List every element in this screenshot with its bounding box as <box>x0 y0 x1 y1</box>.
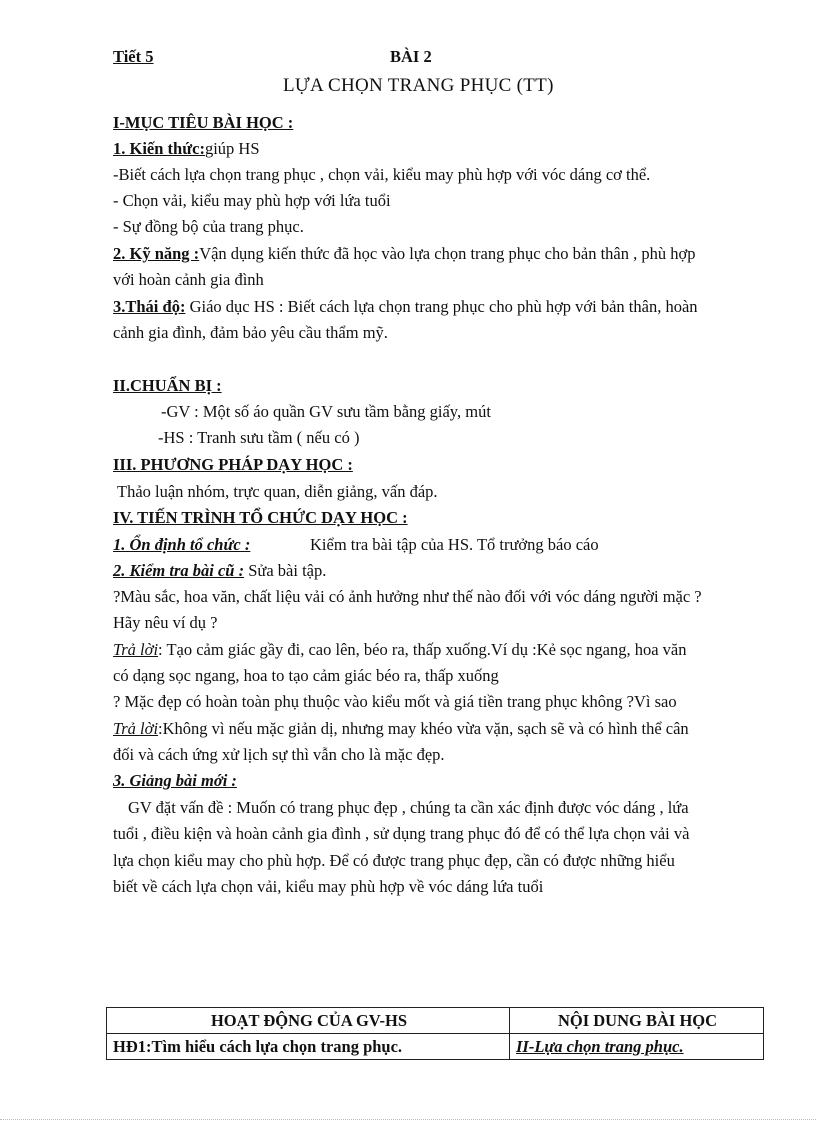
unit-label: BÀI 2 <box>390 47 432 66</box>
step3-line <box>113 771 237 791</box>
question1-cont: Hãy nêu ví dụ ? <box>113 613 218 632</box>
intro-line: GV đặt vấn đề : Muốn có trang phục đẹp , chúng ta cần xác định được vóc dáng , lứa <box>128 798 689 817</box>
knowledge-line <box>113 139 260 159</box>
activity-table <box>106 1007 764 1060</box>
section3-heading: III. PHƯƠNG PHÁP DẠY HỌC : <box>113 455 353 474</box>
table-cell-content: II-Lựa chọn trang phục. <box>510 1034 764 1060</box>
section2-heading: II.CHUẨN BỊ : <box>113 376 222 395</box>
question1: ?Màu sắc, hoa văn, chất liệu vải có ảnh hưởng như thế nào đối với vóc dáng người mặc ? <box>113 587 702 606</box>
knowledge-label: 1. Kiến thức: <box>113 139 205 158</box>
lesson-label: Tiết 5 <box>113 47 154 66</box>
page-title: LỰA CHỌN TRANG PHỤC (TT) <box>283 75 554 96</box>
skill-line <box>113 244 695 264</box>
step2-line <box>113 561 326 581</box>
knowledge-text: giúp HS <box>204 139 260 158</box>
answer-label: Trả lời <box>113 640 159 659</box>
table-cell-activity: HĐ1:Tìm hiểu cách lựa chọn trang phục. <box>107 1034 510 1060</box>
method-text: Thảo luận nhóm, trực quan, diễn giảng, vấn đáp. <box>117 482 438 501</box>
section1-heading: I-MỤC TIÊU BÀI HỌC : <box>113 113 294 132</box>
knowledge-item: -Biết cách lựa chọn trang phục , chọn vải, kiểu may phù hợp với vóc dáng cơ thể. <box>113 165 651 184</box>
section4-heading: IV. TIẾN TRÌNH TỔ CHỨC DẠY HỌC : <box>113 508 408 527</box>
skill-text-cont: với hoàn cảnh gia đình <box>113 270 264 289</box>
attitude-text-cont: cảnh gia đình, đảm bảo yêu cầu thẩm mỹ. <box>113 323 388 342</box>
table-header-row <box>107 1008 764 1034</box>
answer2-text: :Không vì nếu mặc giản dị, nhưng may khéo vừa vặn, sạch sẽ và có hình thể cân <box>158 719 689 738</box>
intro-line: lựa chọn kiểu may cho phù hợp. Để có được trang phục đẹp, cần có được những hiểu <box>113 851 675 870</box>
answer-label: Trả lời <box>113 719 159 738</box>
step1-line <box>113 535 250 555</box>
attitude-text: Giáo dục HS : Biết cách lựa chọn trang phục cho phù hợp với bản thân, hoàn <box>185 297 698 316</box>
step1-text: Kiểm tra bài tập của HS. Tổ trưởng báo cáo <box>310 535 599 554</box>
step2-text: Sửa bài tập. <box>244 561 327 580</box>
attitude-line <box>113 297 698 317</box>
knowledge-item: - Chọn vải, kiểu may phù hợp với lứa tuổi <box>113 191 391 210</box>
skill-text: Vận dụng kiến thức đã học vào lựa chọn trang phục cho bản thân , phù hợp <box>199 244 696 263</box>
step2-label: 2. Kiểm tra bài cũ : <box>113 561 245 580</box>
step3-label: 3. Giảng bài mới : <box>113 771 237 790</box>
table-row <box>107 1034 764 1060</box>
intro-line: biết về cách lựa chọn vải, kiểu may phù hợp về vóc dáng lứa tuổi <box>113 877 544 896</box>
answer2-cont: đối và cách ứng xử lịch sự thì vẫn cho là mặc đẹp. <box>113 745 445 764</box>
prep-student: -HS : Tranh sưu tầm ( nếu có ) <box>158 428 360 447</box>
attitude-label: 3.Thái độ: <box>113 297 186 316</box>
table-header-activity: HOẠT ĐỘNG CỦA GV-HS <box>107 1008 510 1034</box>
answer1-cont: có dạng sọc ngang, hoa to tạo cảm giác béo ra, thấp xuống <box>113 666 499 685</box>
page-bottom-divider <box>0 1119 816 1120</box>
knowledge-item: - Sự đồng bộ của trang phục. <box>113 217 304 236</box>
answer1-line <box>113 640 687 660</box>
intro-line: tuổi , điều kiện và hoàn cảnh gia đình , sử dụng trang phục đó để có thể lựa chọn vải và <box>113 824 690 843</box>
answer2-line <box>113 719 689 739</box>
answer1-text: : Tạo cảm giác gầy đi, cao lên, béo ra, thấp xuống.Ví dụ :Kẻ sọc ngang, hoa văn <box>158 640 687 659</box>
table-header-content: NỘI DUNG BÀI HỌC <box>510 1008 764 1034</box>
question2: ? Mặc đẹp có hoàn toàn phụ thuộc vào kiểu mốt và giá tiền trang phục không ?Vì sao <box>113 692 677 711</box>
step1-label: 1. Ổn định tổ chức : <box>113 535 251 554</box>
prep-teacher: -GV : Một số áo quần GV sưu tầm bằng giấy, mút <box>161 402 491 421</box>
skill-label: 2. Kỹ năng : <box>113 244 200 263</box>
